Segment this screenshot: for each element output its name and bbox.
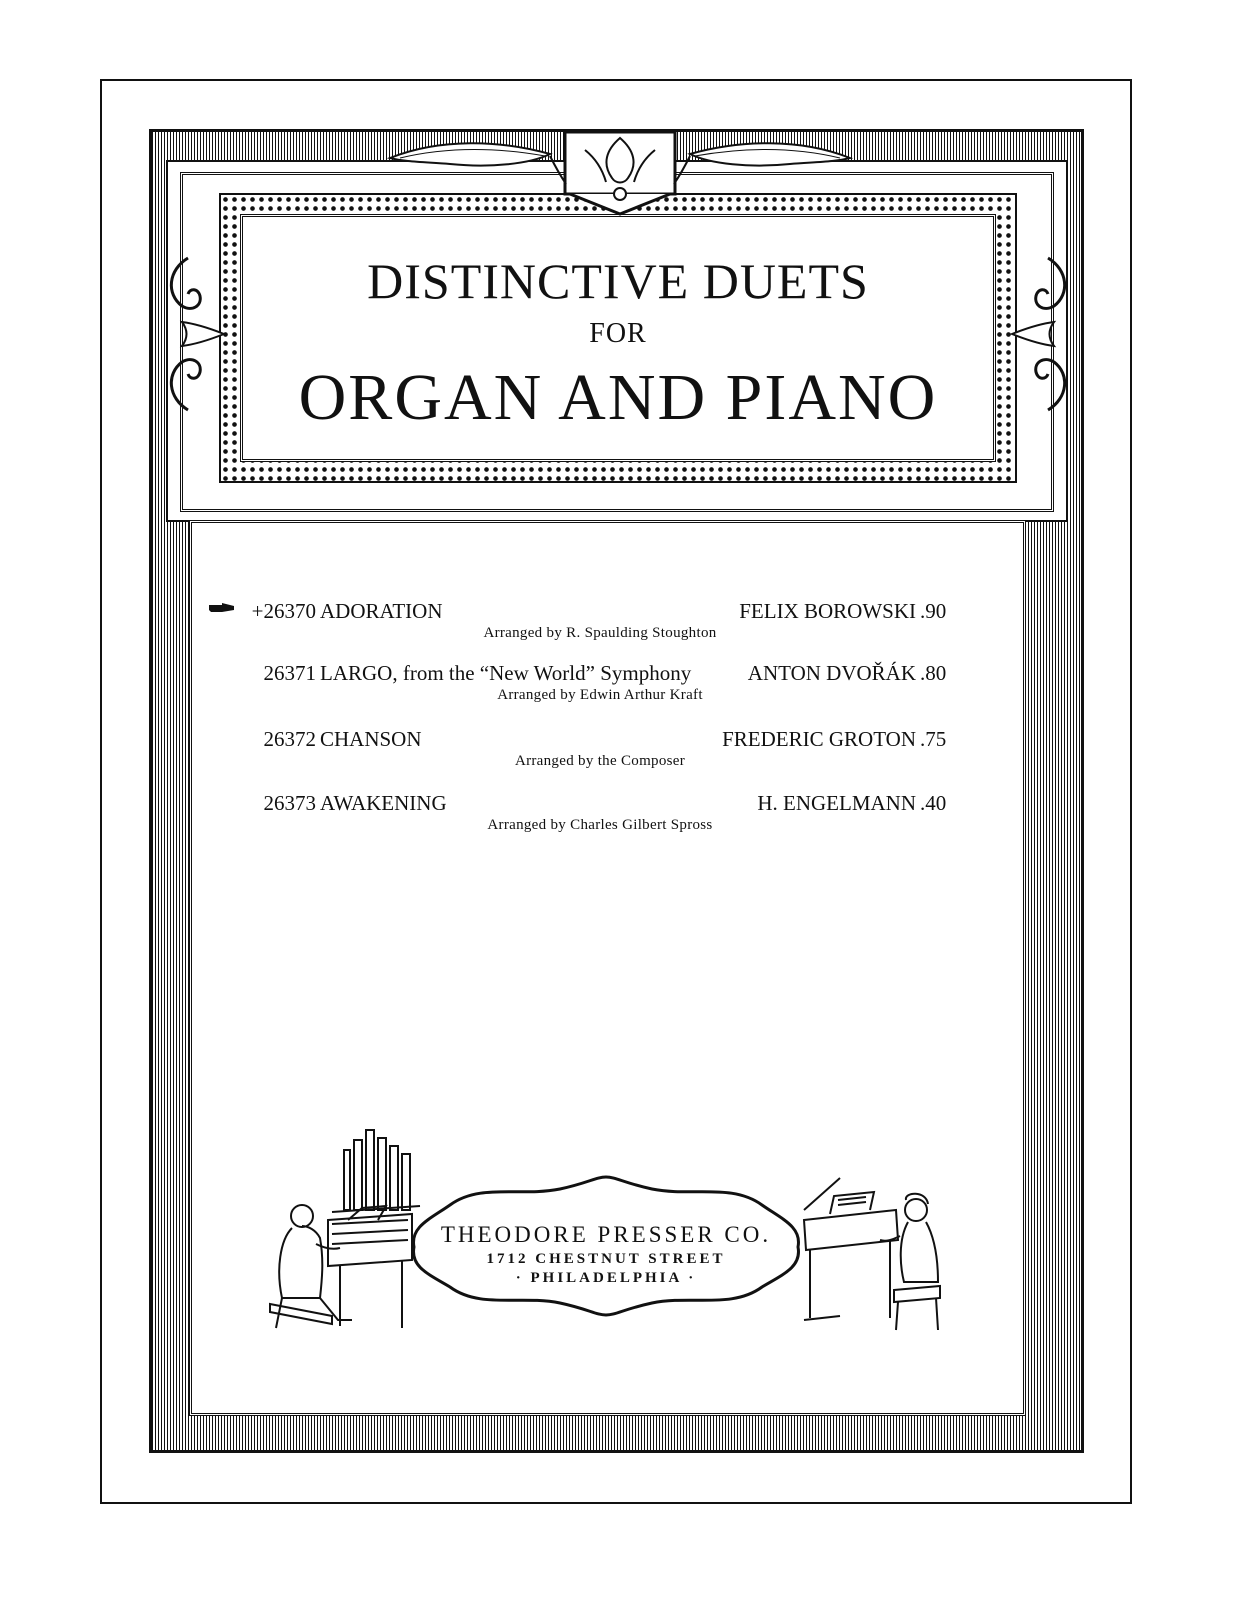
arranger: Arranged by Charles Gilbert Spross bbox=[487, 817, 713, 833]
catalog-entry bbox=[200, 660, 980, 710]
piece-title: AWAKENING bbox=[320, 791, 447, 815]
title-organ-and-piano: ORGAN AND PIANO bbox=[298, 361, 938, 434]
title-distinctive-duets: DISTINCTIVE DUETS bbox=[367, 253, 869, 309]
composer: H. ENGELMANN bbox=[757, 791, 916, 815]
catalog-entry bbox=[200, 598, 980, 648]
pianist-illustration bbox=[800, 1170, 950, 1335]
arranger: Arranged by Edwin Arthur Kraft bbox=[497, 687, 703, 703]
crest-ornament bbox=[380, 128, 860, 218]
composer: FELIX BOROWSKI bbox=[739, 599, 916, 623]
publisher-name: THEODORE PRESSER CO. bbox=[440, 1222, 772, 1247]
price: .40 bbox=[920, 791, 947, 815]
frame-bottom-band bbox=[152, 1419, 1081, 1449]
price: .90 bbox=[920, 599, 947, 623]
catalog-number: 26373 bbox=[263, 791, 316, 815]
publisher-street: 1712 CHESTNUT STREET bbox=[486, 1251, 726, 1267]
catalog-entry bbox=[200, 726, 980, 776]
piece-title: ADORATION bbox=[320, 599, 443, 623]
catalog-number: +26370 bbox=[251, 599, 316, 623]
pointing-hand-icon bbox=[208, 600, 236, 616]
piece-title: LARGO, from the “New World” Symphony bbox=[320, 661, 692, 685]
catalog-number: 26372 bbox=[263, 727, 316, 751]
price: .75 bbox=[920, 727, 947, 751]
price: .80 bbox=[920, 661, 947, 685]
composer: FREDERIC GROTON bbox=[722, 727, 916, 751]
piece-title: CHANSON bbox=[320, 727, 422, 751]
arranger: Arranged by the Composer bbox=[514, 753, 686, 769]
organist-illustration bbox=[262, 1120, 422, 1335]
left-scroll-ornament bbox=[158, 250, 228, 420]
right-scroll-ornament bbox=[1008, 250, 1078, 420]
catalog-number: 26371 bbox=[263, 661, 316, 685]
composer: ANTON DVOŘÁK bbox=[747, 661, 916, 685]
catalog-entry bbox=[200, 790, 980, 840]
title-for: FOR bbox=[589, 318, 647, 349]
publisher-city: · PHILADELPHIA · bbox=[515, 1270, 697, 1286]
arranger: Arranged by R. Spaulding Stoughton bbox=[483, 625, 717, 641]
